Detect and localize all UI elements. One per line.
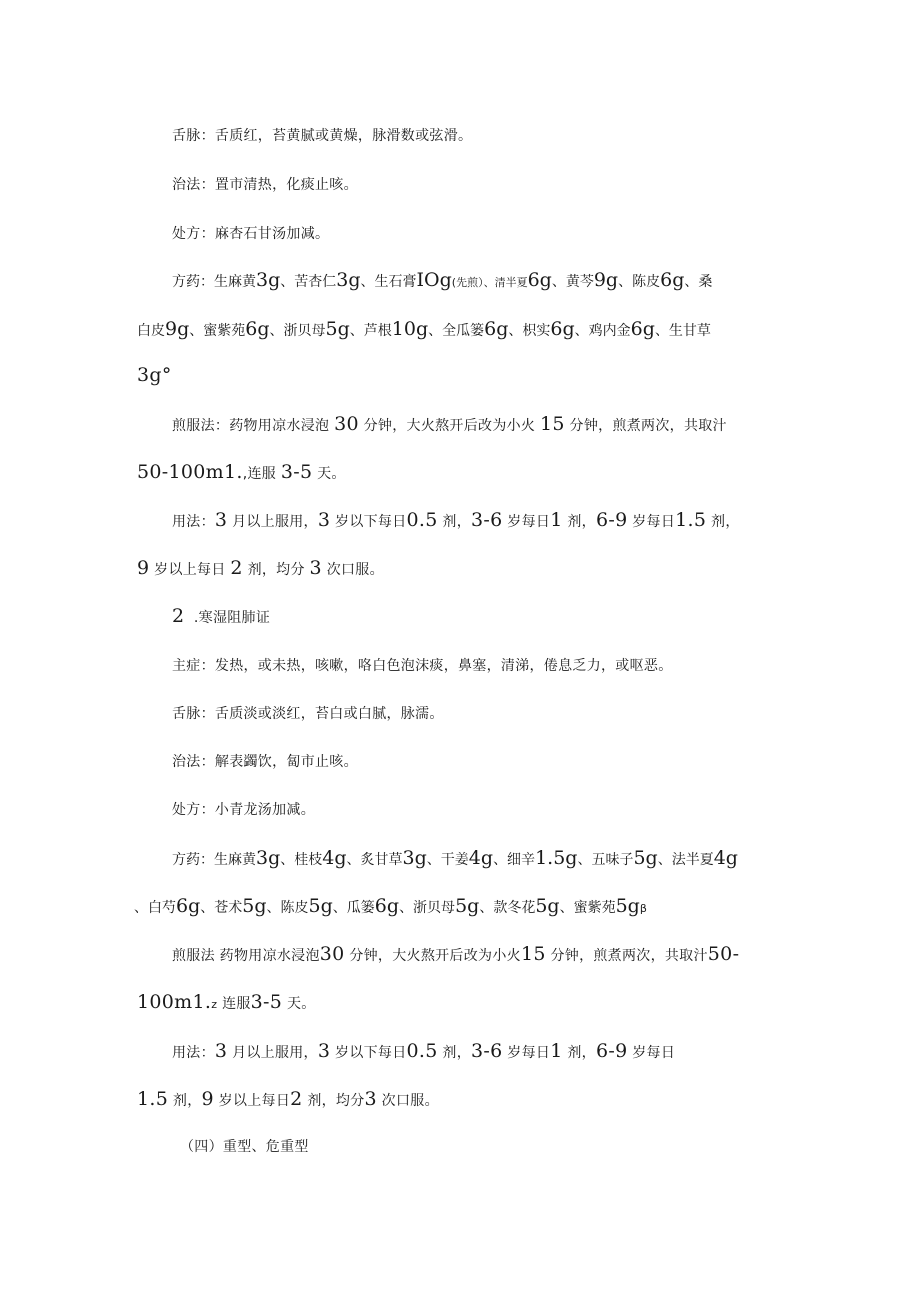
text: (先煎）、清半夏 [451, 276, 528, 289]
text: 用法： [172, 1045, 215, 1061]
text: 舌脉：舌质红，苔黄腻或黄燥，脉滑数或弦滑。 [172, 128, 473, 144]
text: 、蜜紫苑 [189, 323, 246, 339]
dose: 10g [391, 318, 429, 340]
text: 方药：生麻黄 [172, 274, 256, 290]
text: 、浙贝母 [399, 900, 456, 916]
dose: 5g [615, 895, 640, 917]
text: 主症：发热，或未热，咳嗽，咯白色泡沫痰，鼻塞，清涕，倦息乏力，或呕恶。 [172, 658, 673, 674]
dose: 3g [402, 847, 427, 869]
prescription-1 [172, 224, 329, 244]
prescription-2 [172, 800, 315, 820]
herbs-line-1 [172, 270, 712, 293]
text: 剂，均分 [307, 1093, 365, 1109]
number: 0.5 [406, 509, 438, 531]
text: 、芦根 [349, 323, 392, 339]
text: 、款冬花 [479, 900, 536, 916]
dose: 6g [374, 895, 400, 917]
number: 1.5 [675, 509, 707, 531]
text: 、干姜 [426, 852, 469, 868]
text: 、白芍 [134, 900, 176, 916]
dose: 9g [165, 318, 190, 340]
text: 、陈皮 [266, 900, 309, 916]
text: 、蜜紫苑 [559, 900, 616, 916]
number: 2 [230, 557, 243, 579]
number: 0.5 [406, 1040, 438, 1062]
text: 岁每日 [632, 514, 676, 530]
text: 岁每日 [507, 1045, 551, 1061]
text: 岁以下每日 [335, 1045, 407, 1061]
text: 、浙贝母 [269, 323, 326, 339]
number: 50- [707, 943, 740, 965]
text: ,连服 [242, 466, 277, 482]
usage-line-2 [137, 558, 384, 580]
text: 、陈皮 [618, 274, 661, 290]
number: 50-100m1. [137, 461, 243, 483]
number: 6-9 [595, 509, 628, 531]
decoction-line-1 [172, 414, 727, 436]
dose: 9g [593, 269, 619, 291]
text: 分钟，煎煮两次，共取汁 [569, 418, 727, 434]
dose: 6g [660, 269, 685, 291]
text: 次口服。 [326, 562, 384, 578]
text: 、炙甘草 [346, 852, 403, 868]
number: 3 [309, 557, 322, 579]
herbs-line-5 [134, 896, 647, 919]
dose: 4g [713, 847, 738, 869]
herbs-line-2 [137, 319, 711, 341]
number: 3 [214, 1040, 228, 1062]
decoction-line-4 [137, 992, 316, 1015]
dose: 3g [256, 847, 281, 869]
dose: 6g [550, 318, 575, 340]
dose: 6g [527, 269, 552, 291]
text: 方药：生麻黄 [172, 852, 256, 868]
number: 6-9 [595, 1040, 628, 1062]
text: 岁以上每日 [218, 1093, 291, 1109]
text: 白皮 [137, 323, 165, 339]
dose: 5g [308, 895, 333, 917]
dose: 5g [633, 847, 658, 869]
text: 、瓜篓 [332, 900, 375, 916]
dose: 5g [325, 318, 350, 340]
text: 、五味子 [577, 852, 634, 868]
text: 治法：解表蠲饮，匐市止咳。 [172, 754, 358, 770]
text: 剂， [567, 514, 596, 530]
number: 3 [317, 1040, 331, 1062]
text: z [211, 998, 218, 1011]
usage-line-3 [172, 1041, 675, 1063]
number: 3-6 [471, 1040, 503, 1062]
number: 1 [550, 509, 563, 531]
number: 1.5 [137, 1088, 169, 1110]
text: 岁每日 [632, 1045, 676, 1061]
number: 3-6 [471, 509, 503, 531]
dose: 4g [468, 847, 494, 869]
text: 、法半夏 [657, 852, 714, 868]
text: 天。 [317, 466, 346, 482]
dose: IOg [416, 269, 452, 291]
text: 剂，均分 [247, 562, 305, 578]
text: 天。 [286, 996, 316, 1012]
dose: 3g [256, 269, 281, 291]
number: 9 [201, 1088, 214, 1110]
number: 3-5 [250, 991, 283, 1013]
text: 分钟，煎煮两次，共取汁 [550, 948, 708, 964]
herbs-line-3 [137, 365, 172, 387]
dose: 3g [336, 269, 361, 291]
text: 舌脉：舌质淡或淡红，苔白或白腻，脉濡。 [172, 706, 444, 722]
number: 15 [540, 413, 565, 435]
number: 3 [214, 509, 228, 531]
main-symptoms [172, 656, 673, 676]
text: 治法：置市清热，化痰止咳。 [172, 177, 358, 193]
text: 药物用凉水浸泡 [219, 948, 320, 964]
text: .寒湿阻肺证 [193, 610, 271, 626]
text: 、桑 [684, 274, 713, 290]
text: 剂， [442, 514, 472, 530]
number: 30 [334, 413, 359, 435]
number: 2 [290, 1088, 303, 1110]
text: 处方：小青龙汤加减。 [172, 802, 315, 818]
dose: 5g [535, 895, 560, 917]
text: 岁以下每日 [335, 514, 407, 530]
text: 处方：麻杏石甘汤加减。 [172, 226, 330, 242]
herbs-line-4 [172, 848, 738, 870]
tongue-pulse-line-1 [172, 126, 472, 146]
dose: 4g [322, 847, 347, 869]
text: 剂， [711, 514, 740, 530]
text: 煎服法 [172, 948, 215, 964]
text: 、生石膏 [360, 274, 417, 290]
decoction-line-2 [137, 462, 346, 484]
number: 9 [137, 557, 150, 579]
usage-line-4 [137, 1089, 439, 1111]
number: 3 [364, 1088, 377, 1110]
dose: 6g [245, 318, 270, 340]
text: 、生甘草 [654, 323, 711, 339]
treatment-method-2 [172, 752, 358, 772]
number: 1 [550, 1040, 563, 1062]
dose: 3g° [137, 364, 172, 386]
text: 、黄芩 [551, 274, 594, 290]
text: 月以上服用， [232, 514, 318, 530]
text: （四）重型、危重型 [180, 1139, 309, 1155]
text: β [639, 902, 647, 915]
text: 连服 [222, 996, 251, 1012]
dose: 6g [630, 318, 655, 340]
section-heading-4 [180, 1137, 309, 1157]
dose: 5g [242, 895, 267, 917]
number: 3-5 [280, 461, 313, 483]
number: 100m1. [137, 991, 212, 1013]
text: 煎服法：药物用凉水浸泡 [172, 418, 330, 434]
dose: 6g [484, 318, 509, 340]
number: 30 [319, 943, 345, 965]
text: 岁每日 [507, 514, 551, 530]
decoction-line-3 [172, 944, 739, 966]
text: 、桂枝 [280, 852, 323, 868]
text: 、苍术 [200, 900, 243, 916]
dose: 5g [455, 895, 480, 917]
number: 2 [172, 605, 185, 627]
text: 用法： [172, 514, 215, 530]
usage-line-1 [172, 510, 740, 532]
text: 岁以上每日 [154, 562, 226, 578]
number: 3 [317, 509, 331, 531]
section-heading-2 [172, 606, 270, 628]
text: 剂， [442, 1045, 472, 1061]
text: 、细辛 [493, 852, 536, 868]
text: 分钟，大火熬开后改为小火 [349, 948, 521, 964]
text: 、苦杏仁 [280, 274, 337, 290]
number: 15 [520, 943, 546, 965]
text: 剂， [567, 1045, 596, 1061]
dose: 6g [176, 895, 201, 917]
text: 月以上服用， [232, 1045, 318, 1061]
tongue-pulse-line-2 [172, 704, 444, 724]
text: 、全瓜篓 [428, 323, 485, 339]
dose: 1.5g [535, 847, 578, 869]
text: 次口服。 [381, 1093, 439, 1109]
treatment-method-1 [172, 175, 358, 195]
text: 剂， [172, 1093, 202, 1109]
text: 、枳实 [508, 323, 551, 339]
text: 分钟，大火熬开后改为小火 [363, 418, 536, 434]
text: 、鸡内金 [574, 323, 631, 339]
